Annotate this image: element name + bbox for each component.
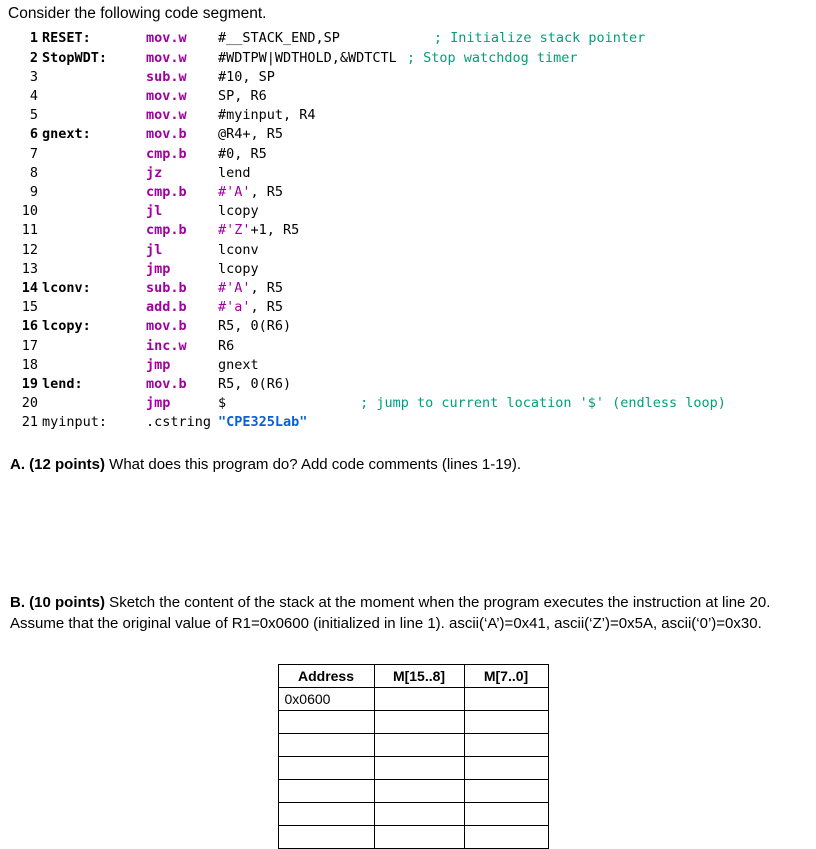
cell-low-byte[interactable] (464, 803, 548, 826)
code-operands: #10, SP (218, 68, 275, 85)
cell-high-byte[interactable] (374, 757, 464, 780)
code-line (12, 241, 808, 260)
column-header-address: Address (278, 665, 374, 688)
code-label: myinput: (42, 414, 108, 431)
code-line (12, 279, 808, 298)
code-comment: ; Stop watchdog timer (406, 49, 578, 66)
code-opcode: mov.b (146, 376, 187, 393)
cell-high-byte[interactable] (374, 780, 464, 803)
cell-address[interactable] (278, 757, 374, 780)
question-b-label: B. (10 points) (10, 593, 106, 611)
code-opcode: mov.w (146, 49, 187, 66)
code-operands: R6 (218, 337, 235, 354)
line-number: 5 (29, 107, 38, 124)
code-operands: lcopy (218, 203, 259, 220)
table-row (278, 711, 548, 734)
code-opcode: jz (146, 164, 163, 181)
code-opcode: cmp.b (146, 184, 187, 200)
code-directive: .cstring (146, 414, 212, 431)
line-number: 19 (21, 376, 38, 393)
char-literal: #'A' (218, 280, 251, 297)
code-operands (218, 298, 283, 317)
line-number: 14 (21, 280, 38, 297)
cell-low-byte[interactable] (464, 780, 548, 803)
code-line (12, 221, 808, 240)
cell-address[interactable] (278, 734, 374, 757)
line-number: 12 (21, 241, 38, 258)
code-label: lcopy: (42, 318, 91, 335)
code-line (12, 317, 808, 336)
line-number: 3 (29, 68, 38, 85)
question-b (10, 593, 808, 634)
code-operands (218, 183, 283, 202)
code-line (12, 125, 808, 144)
code-operands: @R4+, R5 (218, 126, 284, 143)
code-operands: SP, R6 (218, 87, 267, 104)
line-number: 18 (21, 356, 38, 373)
code-label: RESET: (42, 30, 91, 47)
code-line (12, 29, 808, 48)
code-opcode: sub.b (146, 280, 187, 297)
code-operands: R5, 0(R6) (218, 318, 292, 335)
code-operands: lend (218, 164, 251, 181)
table-row (278, 734, 548, 757)
cell-high-byte[interactable] (374, 734, 464, 757)
code-line (12, 298, 808, 317)
operand-rest: , R5 (250, 280, 284, 297)
question-a-text: What does this program do? Add code comments (lines 1-19). (105, 455, 522, 473)
code-opcode: mov.w (146, 30, 187, 47)
column-header-low-byte: M[7..0] (464, 665, 548, 688)
line-number: 8 (29, 164, 38, 181)
code-opcode: mov.w (146, 87, 187, 104)
line-number: 7 (29, 145, 38, 162)
cell-low-byte[interactable] (464, 826, 548, 849)
cell-address[interactable] (278, 803, 374, 826)
code-line (12, 202, 808, 221)
cell-high-byte[interactable] (374, 688, 464, 711)
cell-high-byte[interactable] (374, 826, 464, 849)
code-line (12, 106, 808, 125)
intro-text: Consider the following code segment. (8, 5, 267, 22)
code-line (12, 145, 808, 164)
code-operands: lcopy (218, 260, 259, 277)
code-line (12, 49, 808, 68)
code-label: gnext: (42, 126, 91, 143)
line-number: 21 (21, 414, 38, 431)
column-header-high-byte: M[15..8] (374, 665, 464, 688)
code-line (12, 375, 808, 394)
cell-address[interactable] (278, 826, 374, 849)
cell-address[interactable] (278, 780, 374, 803)
question-b-text: Sketch the content of the stack at the moment when the program executes the instruction at line 20. Assume that the original value of R1=0x0600 (initialized in line 1). ascii(‘A’)=0x41, ascii(‘Z’)=0x5A, ascii(‘0’)=0x30. (10, 593, 771, 632)
cell-low-byte[interactable] (464, 688, 548, 711)
cell-low-byte[interactable] (464, 757, 548, 780)
code-label: lconv: (42, 280, 91, 297)
code-line (12, 394, 808, 413)
line-number: 13 (21, 260, 38, 277)
cell-high-byte[interactable] (374, 711, 464, 734)
table-row (278, 780, 548, 803)
cell-address[interactable] (278, 711, 374, 734)
operand-rest: , R5 (250, 184, 284, 200)
line-number: 6 (29, 126, 38, 143)
char-literal: #'A' (218, 184, 251, 200)
code-opcode: jmp (146, 260, 171, 277)
code-listing (12, 29, 808, 432)
code-line (12, 183, 808, 202)
string-literal: "CPE325Lab" (218, 414, 308, 431)
char-literal: #'a' (218, 299, 251, 316)
cell-address[interactable]: 0x0600 (278, 688, 374, 711)
line-number: 11 (21, 222, 38, 239)
stack-table-container (8, 664, 808, 849)
code-line (12, 87, 808, 106)
cell-low-byte[interactable] (464, 711, 548, 734)
line-number: 16 (21, 318, 38, 335)
code-operands: R5, 0(R6) (218, 376, 292, 393)
line-number: 2 (29, 49, 38, 66)
question-a-label: A. (12 points) (10, 455, 106, 473)
line-number: 17 (21, 337, 38, 354)
code-operands: #0, R5 (218, 145, 267, 162)
line-number: 15 (21, 299, 38, 316)
question-a (10, 455, 808, 475)
code-comment: ; jump to current location '$' (endless loop) (360, 395, 726, 412)
code-label: StopWDT: (42, 49, 108, 66)
code-opcode: jl (146, 203, 163, 220)
code-opcode: cmp.b (146, 145, 187, 162)
code-operands: lconv (218, 241, 259, 258)
code-opcode: jl (146, 241, 163, 258)
code-line (12, 337, 808, 356)
line-number: 20 (21, 395, 38, 412)
stack-table (278, 664, 549, 849)
code-opcode: jmp (146, 356, 171, 373)
code-opcode: mov.b (146, 126, 187, 143)
code-line (12, 356, 808, 375)
code-opcode: inc.w (146, 337, 187, 354)
line-number: 1 (29, 30, 38, 47)
code-opcode: mov.b (146, 318, 187, 335)
code-opcode: cmp.b (146, 222, 187, 239)
code-operands (218, 279, 283, 298)
code-operands: #WDTPW|WDTHOLD,&WDTCTL (218, 49, 397, 66)
char-literal: #'Z' (218, 222, 251, 239)
code-operands: #myinput, R4 (218, 107, 316, 124)
operand-rest: , R5 (250, 299, 284, 316)
code-operands (218, 413, 307, 432)
code-line (12, 68, 808, 87)
code-operands (218, 221, 299, 240)
cell-high-byte[interactable] (374, 803, 464, 826)
code-opcode: mov.w (146, 107, 187, 124)
operand-rest: +1, R5 (250, 222, 300, 239)
code-line (12, 413, 808, 432)
code-operands: $ (218, 395, 227, 412)
code-opcode: add.b (146, 299, 187, 316)
code-comment: ; Initialize stack pointer (433, 30, 646, 47)
code-operands: gnext (218, 356, 259, 373)
code-line (12, 260, 808, 279)
table-header-row (278, 665, 548, 688)
line-number: 9 (29, 184, 38, 200)
line-number: 10 (21, 203, 38, 220)
code-opcode: sub.w (146, 68, 187, 85)
code-opcode: jmp (146, 395, 171, 412)
cell-low-byte[interactable] (464, 734, 548, 757)
line-number: 4 (29, 87, 38, 104)
table-row (278, 757, 548, 780)
code-line (12, 164, 808, 183)
code-operands: #__STACK_END,SP (218, 30, 340, 47)
table-row (278, 826, 548, 849)
table-row (278, 803, 548, 826)
table-row (278, 688, 548, 711)
code-label: lend: (42, 376, 83, 393)
